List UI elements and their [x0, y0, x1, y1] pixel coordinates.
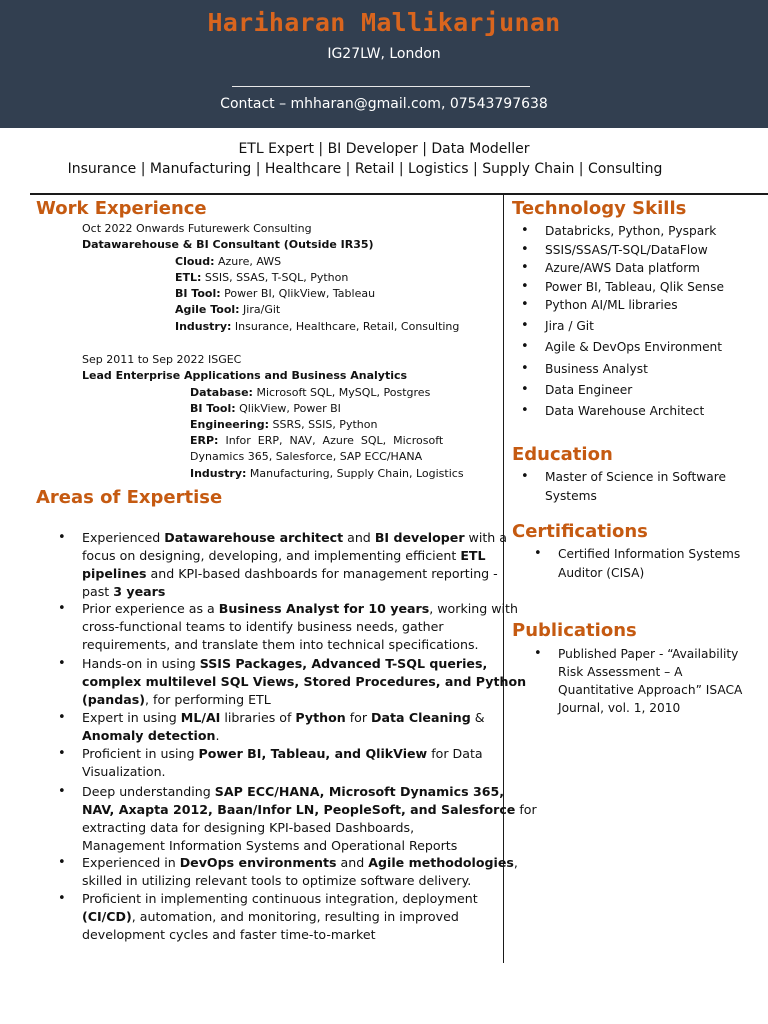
certifications-heading: Certifications — [512, 521, 648, 542]
tech-skill-item: • Power BI, Tableau, Qlik Sense — [545, 278, 724, 296]
job2-detail: ERP: Infor ERP, NAV, Azure SQL, Microsoft — [190, 434, 444, 447]
job1-detail: ETL: SSIS, SSAS, T-SQL, Python — [175, 271, 349, 284]
job2-detail: BI Tool: QlikView, Power BI — [190, 402, 341, 415]
header-divider — [232, 86, 530, 87]
column-divider — [503, 195, 504, 963]
expertise-item: • Experienced in DevOps environments and Agile methodologies, skilled in utilizing relevant tools to optimize software delivery. — [82, 854, 502, 890]
expertise-item: • Experienced Datawarehouse architect and BI developer with a focus on designing, developing, and implementing efficient ETL pipelines and KPI-based dashboards for management reporting - past 3 years — [82, 529, 502, 601]
expertise-item: • Hands-on in using SSIS Packages, Advanced T-SQL queries, complex multilevel SQL Views, Stored Procedures, and Python (pandas), for performing ETL — [82, 655, 502, 709]
job2-detail: Dynamics 365, Salesforce, SAP ECC/HANA — [190, 450, 423, 463]
job2-detail: Database: Microsoft SQL, MySQL, Postgres — [190, 386, 431, 399]
tech-skill-item: • Python AI/ML libraries — [545, 296, 678, 314]
candidate-name: Hariharan Mallikarjunan — [207, 8, 561, 37]
job1-detail: Cloud: Azure, AWS — [175, 255, 282, 268]
candidate-location: IG27LW, London — [327, 46, 441, 62]
work-experience-heading: Work Experience — [36, 198, 207, 219]
job1-detail: BI Tool: Power BI, QlikView, Tableau — [175, 287, 376, 300]
tech-skill-item: • SSIS/SSAS/T-SQL/DataFlow — [545, 241, 708, 259]
education-heading: Education — [512, 444, 613, 465]
expertise-item: • Deep understanding SAP ECC/HANA, Microsoft Dynamics 365, NAV, Axapta 2012, Baan/Infor LN, PeopleSoft, and Salesforce for extracting data for designing KPI-based Dashboards, Management Information Systems and Operational Reports — [82, 783, 502, 855]
tech-skill-item: • Agile & DevOps Environment — [545, 338, 722, 356]
expertise-item: • Proficient in implementing continuous integration, deployment (CI/CD), automation, and monitoring, resulting in improved development cycles and faster time-to-market — [82, 890, 502, 944]
areas-of-expertise-heading: Areas of Expertise — [36, 487, 223, 508]
tech-skill-item: • Data Warehouse Architect — [545, 402, 704, 420]
certification-item: • Certified Information Systems Auditor (CISA) — [558, 545, 740, 582]
expertise-item: • Prior experience as a Business Analyst for 10 years, working with cross-functional teams to identify business needs, gather requirements, and translate them into technical specifications. — [82, 600, 502, 654]
job2-role: Lead Enterprise Applications and Business Analytics — [82, 369, 408, 382]
job2-detail: Industry: Manufacturing, Supply Chain, Logistics — [190, 467, 464, 480]
tech-skill-item: • Data Engineer — [545, 381, 632, 399]
job1-role: Datawarehouse & BI Consultant (Outside IR35) — [82, 238, 374, 251]
tech-skill-item: • Business Analyst — [545, 360, 648, 378]
job2-detail: Engineering: SSRS, SSIS, Python — [190, 418, 378, 431]
job1-detail: Industry: Insurance, Healthcare, Retail, Consulting — [175, 320, 460, 333]
tech-skill-item: • Azure/AWS Data platform — [545, 259, 700, 277]
header-banner — [0, 0, 768, 128]
publication-item: • Published Paper - “Availability Risk Assessment – A Quantitative Approach” ISACA Journal, vol. 1, 2010 — [558, 645, 742, 717]
expertise-item: • Expert in using ML/AI libraries of Python for Data Cleaning & Anomaly detection. — [82, 709, 502, 745]
job1-detail: Agile Tool: Jira/Git — [175, 303, 281, 316]
roles-summary: ETL Expert | BI Developer | Data Modeller — [238, 141, 530, 157]
technology-skills-heading: Technology Skills — [512, 198, 687, 219]
tech-skill-item: • Databricks, Python, Pyspark — [545, 222, 716, 240]
education-item: • Master of Science in Software Systems — [545, 468, 726, 505]
publications-heading: Publications — [512, 620, 637, 641]
section-divider — [30, 193, 768, 195]
job2-period: Sep 2011 to Sep 2022 ISGEC — [82, 353, 242, 366]
expertise-item: • Proficient in using Power BI, Tableau, and QlikView for Data Visualization. — [82, 745, 502, 781]
contact-line: Contact – mhharan@gmail.com, 07543797638 — [220, 96, 548, 112]
tech-skill-item: • Jira / Git — [545, 317, 594, 335]
industries-summary: Insurance | Manufacturing | Healthcare | Retail | Logistics | Supply Chain | Consulting — [67, 161, 663, 177]
job1-period: Oct 2022 Onwards Futurewerk Consulting — [82, 222, 312, 235]
